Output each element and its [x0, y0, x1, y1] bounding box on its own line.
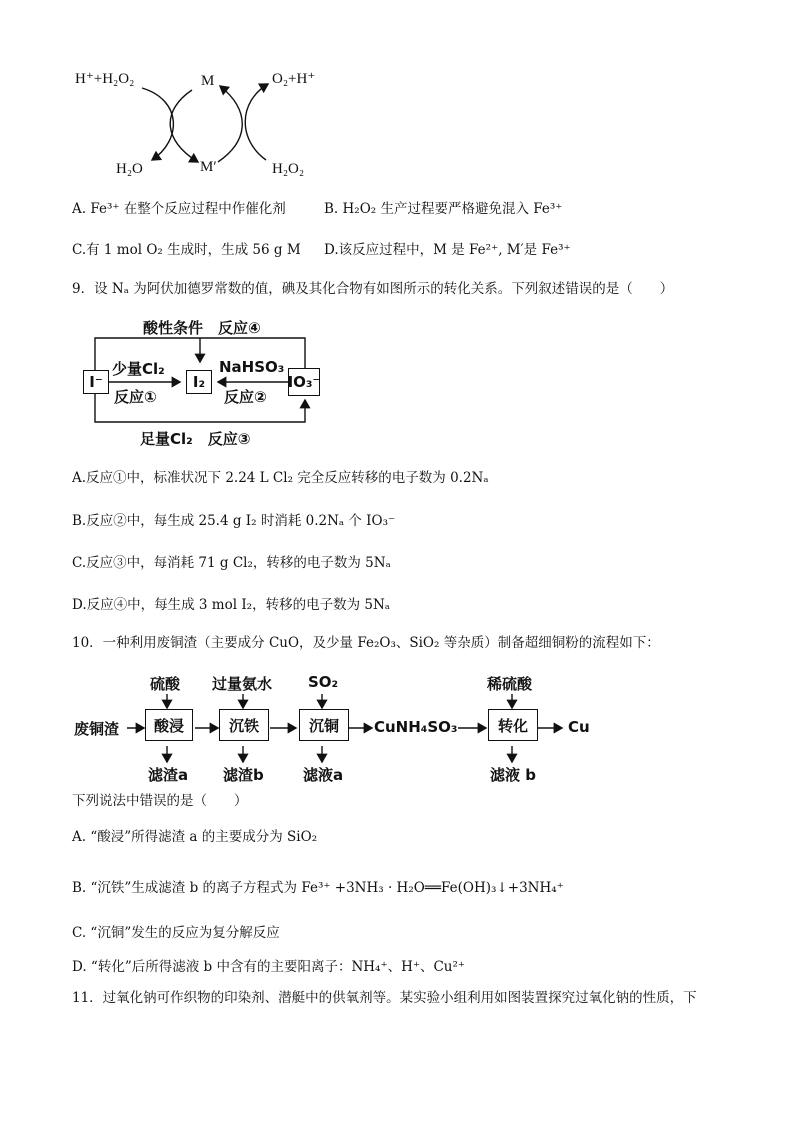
q10-option-d[interactable]: D. “转化”后所得滤液 b 中含有的主要阳离子：NH₄⁺、H⁺、Cu²⁺ [72, 959, 466, 975]
q8-option-c[interactable]: C.有 1 mol O₂ 生成时，生成 56 g M [72, 242, 301, 258]
reaction3-label: 足量Cl₂ 反应③ [140, 430, 251, 448]
q9-stem: 9．设 Nₐ 为阿伏加德罗常数的值，碘及其化合物有如图所示的转化关系。下列叙述错误的是（ ） [72, 281, 674, 297]
q8-option-a[interactable]: A. Fe³⁺ 在整个反应过程中作催化剂 [72, 201, 286, 217]
cycle-left-bottom: H₂O [116, 161, 143, 177]
q10-option-a[interactable]: A. “酸浸”所得滤渣 a 的主要成分为 SiO₂ [72, 829, 318, 845]
cycle-right-top: O₂+H⁺ [272, 71, 316, 87]
cycle-center-bottom: M′ [200, 159, 217, 175]
q9-option-d[interactable]: D.反应④中，每生成 3 mol I₂，转移的电子数为 5Nₐ [72, 597, 390, 613]
flow-out-3: 滤液a [303, 766, 344, 784]
flow-start: 废铜渣 [74, 720, 120, 738]
flow-reagent-3: SO₂ [308, 673, 339, 691]
q10-stem: 10．一种利用废铜渣（主要成分 CuO，及少量 Fe₂O₃、SiO₂ 等杂质）制备超细铜粉的流程如下： [72, 635, 660, 651]
cycle-right-bottom: H₂O₂ [272, 161, 305, 177]
flow-out-2: 滤渣b [223, 766, 264, 784]
flow-step-conversion: 转化 [488, 709, 538, 741]
q9-option-b[interactable]: B.反应②中，每生成 25.4 g I₂ 时消耗 0.2Nₐ 个 IO₃⁻ [72, 513, 396, 529]
q8-option-d[interactable]: D.该反应过程中，M 是 Fe²⁺, M′是 Fe³⁺ [324, 242, 571, 258]
iodide-box: I⁻ [83, 370, 109, 394]
flow-reagent-4: 稀硫酸 [487, 675, 533, 693]
flow-product: Cu [568, 718, 590, 736]
reaction2-reagent: NaHSO₃ [219, 358, 285, 376]
q10-ask: 下列说法中错误的是（ ） [72, 793, 248, 809]
cycle-center-top: M [201, 73, 215, 89]
flow-step-acid-leach: 酸浸 [145, 709, 193, 741]
reaction2-label: 反应② [224, 388, 267, 406]
q8-option-b[interactable]: B. H₂O₂ 生产过程要严格避免混入 Fe³⁺ [324, 201, 563, 217]
flow-intermediate: CuNH₄SO₃ [374, 718, 458, 736]
flow-step-copper-precip: 沉铜 [299, 709, 349, 741]
q10-option-b[interactable]: B. “沉铁”生成滤渣 b 的离子方程式为 Fe³⁺ +3NH₃ · H₂O══Fe(OH)₃↓+3NH₄⁺ [72, 880, 564, 896]
q9-option-c[interactable]: C.反应③中，每消耗 71 g Cl₂，转移的电子数为 5Nₐ [72, 555, 391, 571]
cycle-left-top: H⁺+H₂O₂ [75, 71, 135, 87]
q11-stem: 11．过氧化钠可作织物的印染剂、潜艇中的供氧剂等。某实验小组利用如图装置探究过氧化钠的性质，下 [72, 990, 697, 1006]
flow-out-4: 滤液 b [490, 766, 536, 784]
flow-step-iron-precip: 沉铁 [219, 709, 269, 741]
flow-reagent-2: 过量氨水 [212, 675, 273, 693]
q10-option-c[interactable]: C. “沉铜”发生的反应为复分解反应 [72, 925, 280, 941]
reaction1-label: 反应① [114, 388, 157, 406]
q9-option-a[interactable]: A.反应①中，标准状况下 2.24 L Cl₂ 完全反应转移的电子数为 0.2Nₐ [72, 470, 489, 486]
iodate-box: IO₃⁻ [288, 368, 320, 396]
iodine-box: I₂ [186, 370, 212, 394]
iodine-top-label: 酸性条件 反应④ [143, 319, 261, 337]
flow-reagent-1: 硫酸 [150, 675, 181, 693]
flow-out-1: 滤渣a [148, 766, 189, 784]
reaction1-reagent: 少量Cl₂ [112, 360, 165, 378]
